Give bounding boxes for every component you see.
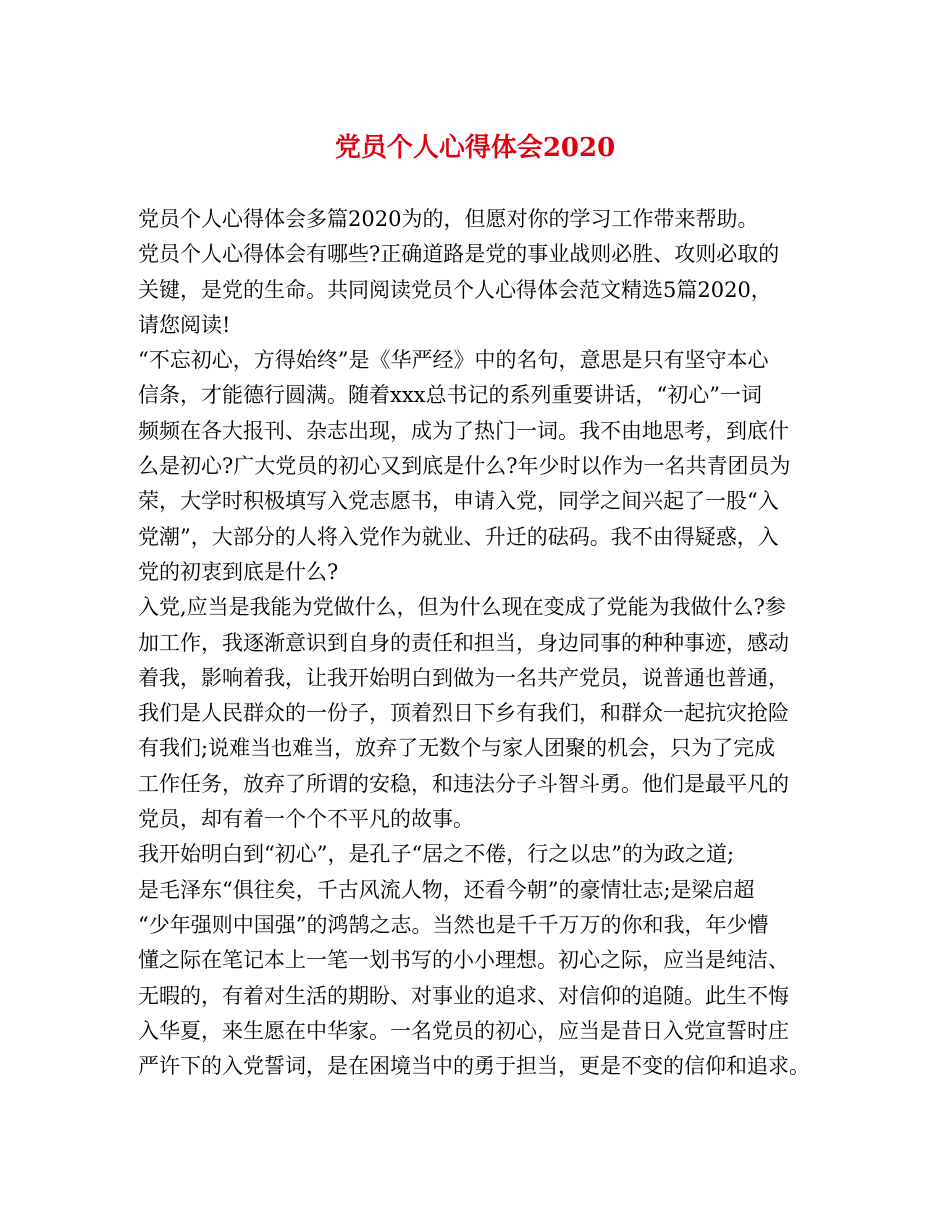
text-line: 我们是人民群众的一份子，顶着烈日下乡有我们，和群众一起抗灾抢险 — [138, 701, 789, 726]
text-line: 党的初衷到底是什么? — [138, 559, 339, 584]
text-line: 我开始明白到“初心”，是孔子“居之不倦，行之以忠”的为政之道; — [138, 842, 735, 867]
text-line: 入华夏，来生愿在中华家。一名党员的初心，应当是昔日入党宣誓时庄 — [138, 1018, 789, 1043]
text-line: 关键，是党的生命。共同阅读党员个人心得体会范文精选5篇2020， — [138, 277, 772, 302]
text-line: 信条，才能德行圆满。随着xxx总书记的系列重要讲话，“初心”一词 — [138, 383, 762, 408]
text-line: 工作任务，放弃了所谓的安稳，和违法分子斗智斗勇。他们是最平凡的 — [138, 771, 789, 796]
text-line: 有我们;说难当也难当，放弃了无数个与家人团聚的机会，只为了完成 — [138, 736, 776, 761]
text-line: 么是初心?广大党员的初心又到底是什么?年少时以作为一名共青团员为 — [138, 454, 791, 479]
text-line: 党员个人心得体会有哪些?正确道路是党的事业战则必胜、攻则必取的 — [138, 242, 780, 267]
text-line: 入党,应当是我能为党做什么，但为什么现在变成了党能为我做什么?参 — [138, 595, 786, 620]
text-line: 请您阅读! — [138, 312, 231, 337]
text-line: 荣，大学时积极填写入党志愿书，申请入党，同学之间兴起了一股“入 — [138, 489, 779, 514]
document-title: 党员个人心得体会2020 — [334, 133, 616, 163]
text-line: “少年强则中国强”的鸿鹄之志。当然也是千千万万的你和我，年少懵 — [138, 912, 769, 937]
document-body — [138, 202, 838, 1084]
text-line: 严许下的入党誓词，是在困境当中的勇于担当，更是不变的信仰和追求。 — [138, 1054, 810, 1079]
text-line: 加工作，我逐渐意识到自身的责任和担当，身边同事的种种事迹，感动 — [138, 630, 789, 655]
text-line: 无暇的，有着对生活的期盼、对事业的追求、对信仰的追随。此生不悔 — [138, 983, 789, 1008]
text-line: 频频在各大报刊、杂志出现，成为了热门一词。我不由地思考，到底什 — [138, 418, 789, 443]
text-line: 是毛泽东“俱往矣，千古风流人物，还看今朝”的豪情壮志;是梁启超 — [138, 877, 755, 902]
text-line: 懂之际在笔记本上一笔一划书写的小小理想。初心之际，应当是纯洁、 — [138, 948, 789, 973]
text-line: 党潮”，大部分的人将入党作为就业、升迁的砝码。我不由得疑惑，入 — [138, 524, 779, 549]
text-line: 党员个人心得体会多篇2020为的，但愿对你的学习工作带来帮助。 — [138, 207, 759, 231]
text-line: 党员，却有着一个个不平凡的故事。 — [138, 807, 474, 832]
text-line: “不忘初心，方得始终”是《华严经》中的名句，意思是只有坚守本心 — [138, 348, 769, 373]
text-line: 着我，影响着我，让我开始明白到做为一名共产党员，说普通也普通， — [138, 665, 789, 690]
